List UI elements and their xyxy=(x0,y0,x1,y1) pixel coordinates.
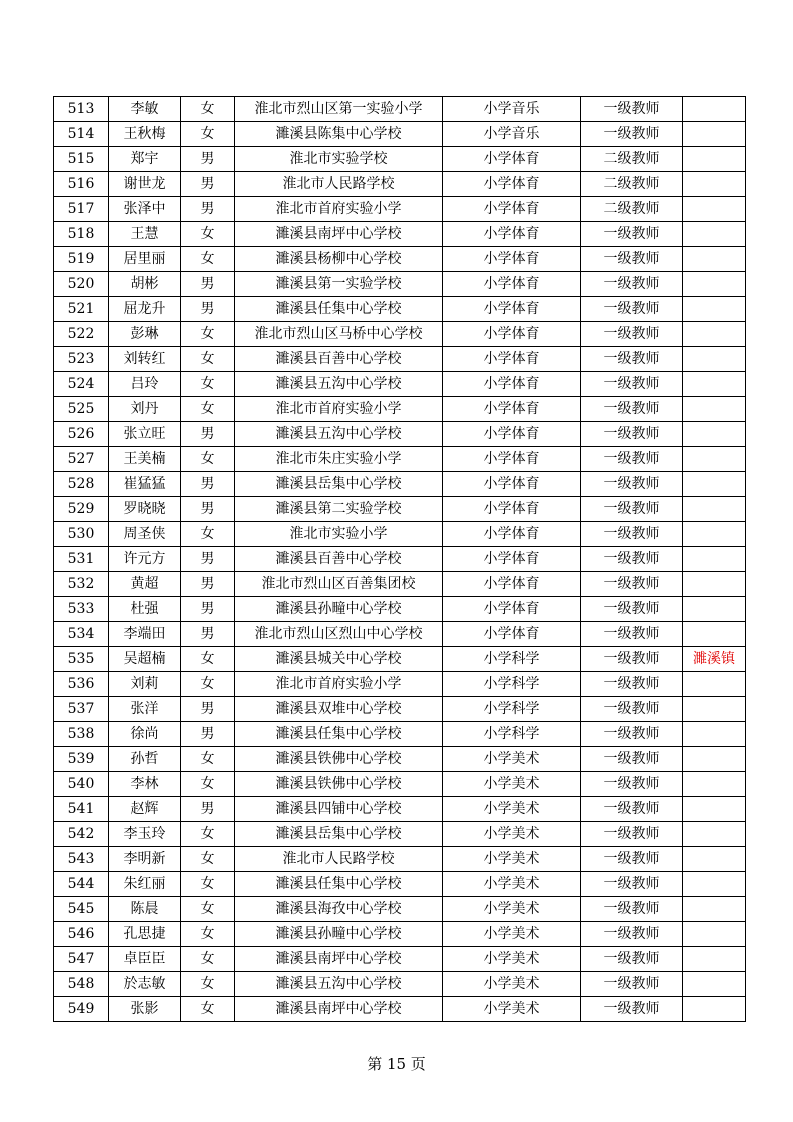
subject-cell: 小学美术 xyxy=(443,847,581,872)
serial-number-cell: 533 xyxy=(54,597,109,622)
serial-number-cell: 535 xyxy=(54,647,109,672)
school-cell: 濉溪县岳集中心学校 xyxy=(235,472,443,497)
subject-cell: 小学体育 xyxy=(443,297,581,322)
serial-number-cell: 527 xyxy=(54,447,109,472)
subject-cell: 小学科学 xyxy=(443,722,581,747)
subject-cell: 小学美术 xyxy=(443,947,581,972)
subject-cell: 小学体育 xyxy=(443,147,581,172)
name-cell: 李端田 xyxy=(109,622,181,647)
table-row xyxy=(54,797,746,822)
title-cell: 一级教师 xyxy=(581,697,683,722)
serial-number-cell: 537 xyxy=(54,697,109,722)
gender-cell: 女 xyxy=(181,997,235,1022)
school-cell: 淮北市烈山区马桥中心学校 xyxy=(235,322,443,347)
serial-number-cell: 525 xyxy=(54,397,109,422)
gender-cell: 女 xyxy=(181,322,235,347)
table-row xyxy=(54,847,746,872)
note-cell xyxy=(683,422,746,447)
school-cell: 濉溪县孙疃中心学校 xyxy=(235,597,443,622)
school-cell: 濉溪县五沟中心学校 xyxy=(235,972,443,997)
table-row xyxy=(54,997,746,1022)
gender-cell: 女 xyxy=(181,947,235,972)
serial-number-cell: 540 xyxy=(54,772,109,797)
serial-number-cell: 529 xyxy=(54,497,109,522)
title-cell: 一级教师 xyxy=(581,847,683,872)
note-cell xyxy=(683,547,746,572)
note-cell xyxy=(683,822,746,847)
note-cell xyxy=(683,322,746,347)
gender-cell: 女 xyxy=(181,872,235,897)
note-cell xyxy=(683,622,746,647)
title-cell: 一级教师 xyxy=(581,497,683,522)
table-row xyxy=(54,272,746,297)
note-cell xyxy=(683,497,746,522)
title-cell: 二级教师 xyxy=(581,147,683,172)
gender-cell: 男 xyxy=(181,422,235,447)
note-cell xyxy=(683,197,746,222)
subject-cell: 小学美术 xyxy=(443,972,581,997)
name-cell: 居里丽 xyxy=(109,247,181,272)
gender-cell: 女 xyxy=(181,397,235,422)
gender-cell: 女 xyxy=(181,922,235,947)
title-cell: 一级教师 xyxy=(581,322,683,347)
serial-number-cell: 531 xyxy=(54,547,109,572)
name-cell: 屈龙升 xyxy=(109,297,181,322)
school-cell: 濉溪县岳集中心学校 xyxy=(235,822,443,847)
school-cell: 濉溪县铁佛中心学校 xyxy=(235,747,443,772)
name-cell: 王秋梅 xyxy=(109,122,181,147)
school-cell: 濉溪县孙疃中心学校 xyxy=(235,922,443,947)
name-cell: 於志敏 xyxy=(109,972,181,997)
school-cell: 濉溪县百善中心学校 xyxy=(235,547,443,572)
table-row xyxy=(54,297,746,322)
gender-cell: 男 xyxy=(181,697,235,722)
school-cell: 濉溪县陈集中心学校 xyxy=(235,122,443,147)
school-cell: 濉溪县铁佛中心学校 xyxy=(235,772,443,797)
subject-cell: 小学体育 xyxy=(443,272,581,297)
gender-cell: 女 xyxy=(181,972,235,997)
serial-number-cell: 530 xyxy=(54,522,109,547)
name-cell: 周圣侠 xyxy=(109,522,181,547)
gender-cell: 男 xyxy=(181,622,235,647)
title-cell: 一级教师 xyxy=(581,747,683,772)
school-cell: 濉溪县杨柳中心学校 xyxy=(235,247,443,272)
school-cell: 濉溪县第二实验学校 xyxy=(235,497,443,522)
table-row xyxy=(54,322,746,347)
table-row xyxy=(54,347,746,372)
name-cell: 赵辉 xyxy=(109,797,181,822)
title-cell: 一级教师 xyxy=(581,272,683,297)
school-cell: 濉溪县四铺中心学校 xyxy=(235,797,443,822)
title-cell: 一级教师 xyxy=(581,97,683,122)
gender-cell: 男 xyxy=(181,272,235,297)
serial-number-cell: 517 xyxy=(54,197,109,222)
serial-number-cell: 516 xyxy=(54,172,109,197)
title-cell: 一级教师 xyxy=(581,822,683,847)
name-cell: 黄超 xyxy=(109,572,181,597)
title-cell: 一级教师 xyxy=(581,572,683,597)
school-cell: 濉溪县海孜中心学校 xyxy=(235,897,443,922)
subject-cell: 小学体育 xyxy=(443,622,581,647)
name-cell: 李林 xyxy=(109,772,181,797)
title-cell: 一级教师 xyxy=(581,872,683,897)
note-cell xyxy=(683,922,746,947)
note-cell xyxy=(683,272,746,297)
note-cell xyxy=(683,447,746,472)
note-cell xyxy=(683,572,746,597)
serial-number-cell: 526 xyxy=(54,422,109,447)
subject-cell: 小学美术 xyxy=(443,997,581,1022)
school-cell: 淮北市人民路学校 xyxy=(235,847,443,872)
serial-number-cell: 519 xyxy=(54,247,109,272)
table-row xyxy=(54,822,746,847)
note-cell xyxy=(683,672,746,697)
subject-cell: 小学体育 xyxy=(443,397,581,422)
title-cell: 一级教师 xyxy=(581,622,683,647)
title-cell: 一级教师 xyxy=(581,722,683,747)
school-cell: 淮北市人民路学校 xyxy=(235,172,443,197)
name-cell: 刘丹 xyxy=(109,397,181,422)
school-cell: 淮北市朱庄实验小学 xyxy=(235,447,443,472)
serial-number-cell: 520 xyxy=(54,272,109,297)
title-cell: 一级教师 xyxy=(581,397,683,422)
table-row xyxy=(54,172,746,197)
subject-cell: 小学体育 xyxy=(443,222,581,247)
title-cell: 一级教师 xyxy=(581,372,683,397)
school-cell: 淮北市烈山区百善集团校 xyxy=(235,572,443,597)
note-cell xyxy=(683,747,746,772)
table-row xyxy=(54,372,746,397)
name-cell: 李玉玲 xyxy=(109,822,181,847)
note-cell xyxy=(683,122,746,147)
serial-number-cell: 536 xyxy=(54,672,109,697)
subject-cell: 小学科学 xyxy=(443,697,581,722)
subject-cell: 小学科学 xyxy=(443,647,581,672)
subject-cell: 小学美术 xyxy=(443,872,581,897)
note-cell xyxy=(683,297,746,322)
note-cell xyxy=(683,522,746,547)
gender-cell: 女 xyxy=(181,347,235,372)
title-cell: 一级教师 xyxy=(581,247,683,272)
school-cell: 濉溪县南坪中心学校 xyxy=(235,222,443,247)
note-cell xyxy=(683,847,746,872)
gender-cell: 女 xyxy=(181,447,235,472)
serial-number-cell: 528 xyxy=(54,472,109,497)
table-row xyxy=(54,622,746,647)
subject-cell: 小学体育 xyxy=(443,422,581,447)
name-cell: 谢世龙 xyxy=(109,172,181,197)
subject-cell: 小学体育 xyxy=(443,197,581,222)
table-row xyxy=(54,872,746,897)
note-cell xyxy=(683,222,746,247)
title-cell: 一级教师 xyxy=(581,922,683,947)
title-cell: 一级教师 xyxy=(581,797,683,822)
serial-number-cell: 548 xyxy=(54,972,109,997)
note-cell xyxy=(683,997,746,1022)
title-cell: 一级教师 xyxy=(581,122,683,147)
note-cell xyxy=(683,97,746,122)
serial-number-cell: 546 xyxy=(54,922,109,947)
subject-cell: 小学美术 xyxy=(443,922,581,947)
serial-number-cell: 514 xyxy=(54,122,109,147)
title-cell: 一级教师 xyxy=(581,897,683,922)
title-cell: 二级教师 xyxy=(581,197,683,222)
name-cell: 崔猛猛 xyxy=(109,472,181,497)
serial-number-cell: 543 xyxy=(54,847,109,872)
gender-cell: 女 xyxy=(181,847,235,872)
subject-cell: 小学音乐 xyxy=(443,122,581,147)
table-row xyxy=(54,447,746,472)
name-cell: 刘转红 xyxy=(109,347,181,372)
name-cell: 吕玲 xyxy=(109,372,181,397)
school-cell: 濉溪县第一实验学校 xyxy=(235,272,443,297)
gender-cell: 男 xyxy=(181,797,235,822)
note-cell xyxy=(683,372,746,397)
serial-number-cell: 541 xyxy=(54,797,109,822)
name-cell: 卓臣臣 xyxy=(109,947,181,972)
subject-cell: 小学体育 xyxy=(443,447,581,472)
note-cell xyxy=(683,472,746,497)
gender-cell: 男 xyxy=(181,722,235,747)
table-row xyxy=(54,97,746,122)
table-row xyxy=(54,972,746,997)
note-cell xyxy=(683,797,746,822)
note-cell xyxy=(683,872,746,897)
serial-number-cell: 518 xyxy=(54,222,109,247)
table-row xyxy=(54,697,746,722)
gender-cell: 女 xyxy=(181,772,235,797)
name-cell: 张洋 xyxy=(109,697,181,722)
title-cell: 一级教师 xyxy=(581,772,683,797)
gender-cell: 女 xyxy=(181,122,235,147)
table-row xyxy=(54,547,746,572)
school-cell: 淮北市首府实验小学 xyxy=(235,672,443,697)
school-cell: 濉溪县五沟中心学校 xyxy=(235,372,443,397)
serial-number-cell: 521 xyxy=(54,297,109,322)
note-cell xyxy=(683,347,746,372)
gender-cell: 男 xyxy=(181,172,235,197)
table-row xyxy=(54,197,746,222)
name-cell: 许元方 xyxy=(109,547,181,572)
serial-number-cell: 538 xyxy=(54,722,109,747)
gender-cell: 男 xyxy=(181,472,235,497)
gender-cell: 男 xyxy=(181,147,235,172)
name-cell: 杜强 xyxy=(109,597,181,622)
serial-number-cell: 522 xyxy=(54,322,109,347)
serial-number-cell: 523 xyxy=(54,347,109,372)
serial-number-cell: 539 xyxy=(54,747,109,772)
subject-cell: 小学体育 xyxy=(443,247,581,272)
name-cell: 孙哲 xyxy=(109,747,181,772)
note-cell xyxy=(683,147,746,172)
gender-cell: 女 xyxy=(181,822,235,847)
note-cell: 濉溪镇 xyxy=(683,647,746,672)
gender-cell: 女 xyxy=(181,247,235,272)
serial-number-cell: 547 xyxy=(54,947,109,972)
school-cell: 濉溪县五沟中心学校 xyxy=(235,422,443,447)
title-cell: 一级教师 xyxy=(581,672,683,697)
page-number: 第 15 页 xyxy=(367,1055,426,1073)
table-row xyxy=(54,247,746,272)
serial-number-cell: 545 xyxy=(54,897,109,922)
gender-cell: 女 xyxy=(181,672,235,697)
serial-number-cell: 524 xyxy=(54,372,109,397)
school-cell: 濉溪县南坪中心学校 xyxy=(235,947,443,972)
note-cell xyxy=(683,397,746,422)
table-row xyxy=(54,472,746,497)
name-cell: 李明新 xyxy=(109,847,181,872)
note-cell xyxy=(683,597,746,622)
table-row xyxy=(54,397,746,422)
school-cell: 淮北市实验学校 xyxy=(235,147,443,172)
serial-number-cell: 544 xyxy=(54,872,109,897)
title-cell: 一级教师 xyxy=(581,472,683,497)
name-cell: 张立旺 xyxy=(109,422,181,447)
table-row xyxy=(54,597,746,622)
school-cell: 濉溪县任集中心学校 xyxy=(235,872,443,897)
subject-cell: 小学体育 xyxy=(443,497,581,522)
serial-number-cell: 549 xyxy=(54,997,109,1022)
gender-cell: 女 xyxy=(181,747,235,772)
serial-number-cell: 513 xyxy=(54,97,109,122)
subject-cell: 小学科学 xyxy=(443,672,581,697)
school-cell: 濉溪县任集中心学校 xyxy=(235,297,443,322)
school-cell: 濉溪县任集中心学校 xyxy=(235,722,443,747)
subject-cell: 小学体育 xyxy=(443,472,581,497)
title-cell: 二级教师 xyxy=(581,172,683,197)
gender-cell: 女 xyxy=(181,372,235,397)
table-row xyxy=(54,147,746,172)
subject-cell: 小学体育 xyxy=(443,347,581,372)
school-cell: 濉溪县南坪中心学校 xyxy=(235,997,443,1022)
subject-cell: 小学体育 xyxy=(443,597,581,622)
name-cell: 胡彬 xyxy=(109,272,181,297)
gender-cell: 女 xyxy=(181,522,235,547)
name-cell: 吴超楠 xyxy=(109,647,181,672)
gender-cell: 男 xyxy=(181,197,235,222)
table-row xyxy=(54,772,746,797)
name-cell: 罗晓晓 xyxy=(109,497,181,522)
note-cell xyxy=(683,897,746,922)
subject-cell: 小学体育 xyxy=(443,372,581,397)
note-cell xyxy=(683,947,746,972)
gender-cell: 男 xyxy=(181,297,235,322)
teacher-list-table xyxy=(53,96,746,1022)
gender-cell: 女 xyxy=(181,897,235,922)
name-cell: 王美楠 xyxy=(109,447,181,472)
note-cell xyxy=(683,722,746,747)
subject-cell: 小学美术 xyxy=(443,897,581,922)
note-cell xyxy=(683,247,746,272)
table-row xyxy=(54,897,746,922)
name-cell: 孔思捷 xyxy=(109,922,181,947)
subject-cell: 小学音乐 xyxy=(443,97,581,122)
table-row xyxy=(54,422,746,447)
title-cell: 一级教师 xyxy=(581,547,683,572)
title-cell: 一级教师 xyxy=(581,222,683,247)
table-row xyxy=(54,122,746,147)
school-cell: 濉溪县城关中心学校 xyxy=(235,647,443,672)
gender-cell: 男 xyxy=(181,597,235,622)
name-cell: 张泽中 xyxy=(109,197,181,222)
title-cell: 一级教师 xyxy=(581,522,683,547)
name-cell: 王慧 xyxy=(109,222,181,247)
name-cell: 郑宇 xyxy=(109,147,181,172)
title-cell: 一级教师 xyxy=(581,422,683,447)
gender-cell: 男 xyxy=(181,572,235,597)
serial-number-cell: 532 xyxy=(54,572,109,597)
school-cell: 濉溪县双堆中心学校 xyxy=(235,697,443,722)
table-row xyxy=(54,722,746,747)
table-row xyxy=(54,497,746,522)
note-cell xyxy=(683,697,746,722)
note-cell xyxy=(683,172,746,197)
gender-cell: 女 xyxy=(181,222,235,247)
title-cell: 一级教师 xyxy=(581,297,683,322)
title-cell: 一级教师 xyxy=(581,597,683,622)
name-cell: 李敏 xyxy=(109,97,181,122)
school-cell: 濉溪县百善中心学校 xyxy=(235,347,443,372)
note-cell xyxy=(683,972,746,997)
table-row xyxy=(54,522,746,547)
title-cell: 一级教师 xyxy=(581,947,683,972)
subject-cell: 小学体育 xyxy=(443,572,581,597)
table-row xyxy=(54,222,746,247)
subject-cell: 小学美术 xyxy=(443,747,581,772)
gender-cell: 男 xyxy=(181,547,235,572)
serial-number-cell: 515 xyxy=(54,147,109,172)
table-row xyxy=(54,922,746,947)
name-cell: 朱红丽 xyxy=(109,872,181,897)
table-row xyxy=(54,572,746,597)
table-row xyxy=(54,747,746,772)
table-row xyxy=(54,672,746,697)
school-cell: 淮北市首府实验小学 xyxy=(235,197,443,222)
note-cell xyxy=(683,772,746,797)
gender-cell: 女 xyxy=(181,647,235,672)
school-cell: 淮北市首府实验小学 xyxy=(235,397,443,422)
subject-cell: 小学美术 xyxy=(443,822,581,847)
subject-cell: 小学体育 xyxy=(443,547,581,572)
subject-cell: 小学体育 xyxy=(443,322,581,347)
school-cell: 淮北市烈山区烈山中心学校 xyxy=(235,622,443,647)
subject-cell: 小学美术 xyxy=(443,797,581,822)
table-row xyxy=(54,647,746,672)
table-row xyxy=(54,947,746,972)
serial-number-cell: 542 xyxy=(54,822,109,847)
title-cell: 一级教师 xyxy=(581,997,683,1022)
gender-cell: 女 xyxy=(181,97,235,122)
name-cell: 陈晨 xyxy=(109,897,181,922)
subject-cell: 小学美术 xyxy=(443,772,581,797)
title-cell: 一级教师 xyxy=(581,647,683,672)
gender-cell: 男 xyxy=(181,497,235,522)
name-cell: 彭琳 xyxy=(109,322,181,347)
serial-number-cell: 534 xyxy=(54,622,109,647)
table-body xyxy=(54,97,746,1022)
title-cell: 一级教师 xyxy=(581,447,683,472)
school-cell: 淮北市烈山区第一实验小学 xyxy=(235,97,443,122)
title-cell: 一级教师 xyxy=(581,347,683,372)
title-cell: 一级教师 xyxy=(581,972,683,997)
subject-cell: 小学体育 xyxy=(443,172,581,197)
name-cell: 张影 xyxy=(109,997,181,1022)
name-cell: 刘莉 xyxy=(109,672,181,697)
name-cell: 徐尚 xyxy=(109,722,181,747)
subject-cell: 小学体育 xyxy=(443,522,581,547)
school-cell: 淮北市实验小学 xyxy=(235,522,443,547)
